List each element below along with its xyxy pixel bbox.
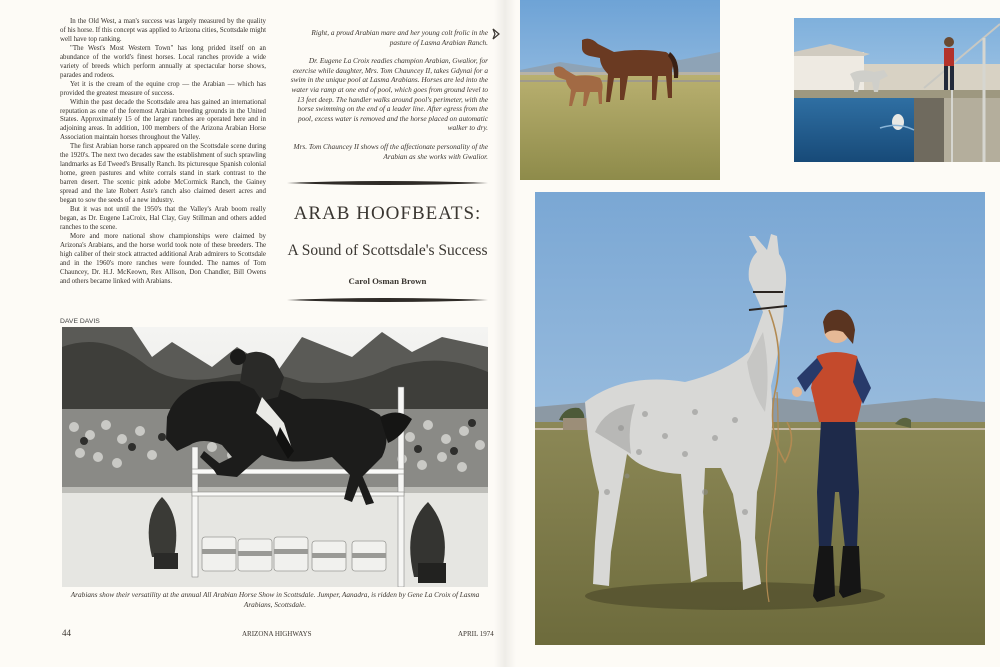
headline: ARAB HOOFBEATS: <box>293 203 482 224</box>
caption-gwalior: Mrs. Tom Chauncey II shows off the affectionate personality of the Arabian as she works with Gwalior. <box>293 141 488 161</box>
photo-credit: DAVE DAVIS <box>60 318 100 325</box>
paragraph: More and more national show championships were claimed by Arizona's Arabians, and the horse world took note of these breeders. The high caliber of their stock attracted additional Arab admirers to Scottsdale and in the 1960's more ranches were founded. The names of Tom Chauncey, Dr. H.J. McKeown, Rex Allison, Don Chandler, Bill Owens and others became linked with Arabians. <box>60 232 266 285</box>
caption-mare-colt: Right, a proud Arabian mare and her young colt frolic in the pasture of Lasma Arabian Ranch. <box>311 28 488 47</box>
paragraph: Within the past decade the Scottsdale area has gained an international reputation as one of the foremost Arabian breeding grounds in the United States. Approximately 15 of the larger ranches are operated here and in adjoining areas. In addition, 100 members of the Arizona Arabian Horse Association maintain horses throughout the Valley. <box>60 98 266 142</box>
page-gutter <box>494 0 516 667</box>
photo-captions <box>288 28 488 170</box>
paragraph: The first Arabian horse ranch appeared on the Scottsdale scene during the 1920's. The next two decades saw the establishment of such sprawling landmarks as Ed Tweed's Brusally Ranch. Its picturesque Spanish colonial home, green pastures and white corrals stand in stark contrast to the barren desert. The scenic pink adobe McCormick Ranch, the Gainey spread and the late Robert Aste's ranch also claimed desert acres and began to sow the seeds of a new industry. <box>60 143 266 205</box>
title-rule-bottom <box>287 297 488 303</box>
issue-date: APRIL 1974 <box>458 630 494 638</box>
swimming-pool-photo <box>794 18 1000 162</box>
title-rule-top <box>287 180 488 186</box>
caption-swimming-pool: Dr. Eugene La Croix readies champion Arabian, Gwalior, for exercise while daughter, Mrs. Tom Chauncey II, takes Gdynai for a swim in the unique pool at Lasma Arabians. Horses are led into the water via ramp at one end of pool, which goes from ground level to 13 feet deep. The handler walks around pool's perimeter, with the horse swimming on the end of a leader line. After egress from the pool, excess water is removed and the horse placed on automatic walker to dry. <box>290 56 488 133</box>
show-jumping-photo <box>62 327 488 587</box>
magazine-name: ARIZONA HIGHWAYS <box>242 630 312 638</box>
subheadline: A Sound of Scottsdale's Success <box>287 242 488 259</box>
paragraph: "The West's Most Western Town" has long prided itself on an abundance of the world's finest horses. Local ranches provide a wide variety of breeds which perform annually at spectacular horse shows, parades and rodeos. <box>60 44 266 79</box>
mare-colt-photo <box>520 0 720 180</box>
gwalior-portrait-photo <box>535 192 985 645</box>
paragraph: But it was not until the 1950's that the Valley's Arab boom really began, as Dr. Eugene LaCroix, Hal Clay, Guy Stillman and others added ranches to the scene. <box>60 206 266 231</box>
byline: Carol Osman Brown <box>348 276 427 286</box>
jumping-photo-caption: Arabians show their versatility at the annual All Arabian Horse Show in Scottsdale. Jumper, Aanadra, is ridden by Gene La Croix of Lasma Arabians, Scottsdale. <box>70 590 480 609</box>
paragraph: Yet it is the cream of the equine crop — the Arabian — which has provided the greatest measure of success. <box>60 80 266 97</box>
page-number: 44 <box>62 628 71 638</box>
article-body <box>60 18 266 336</box>
paragraph: In the Old West, a man's success was largely measured by the quality of his horse. If this concept was applied to Arizona cities, Scottsdale might well have top ranking. <box>60 18 266 43</box>
